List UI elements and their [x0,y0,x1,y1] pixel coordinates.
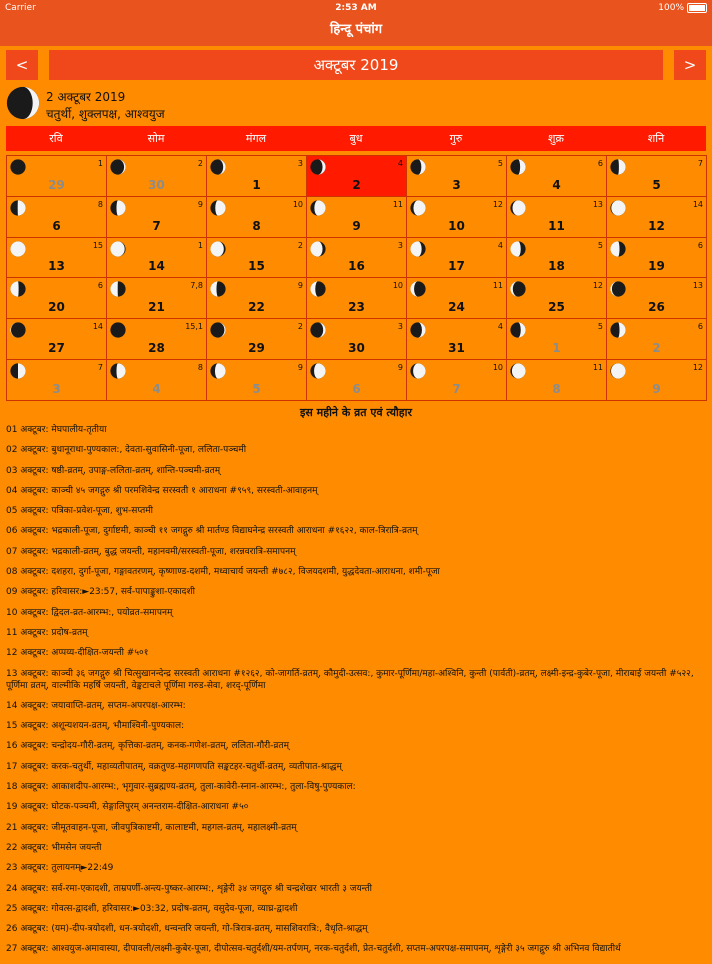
day-number: 2 [652,341,661,356]
tithi-number: 12 [592,281,603,291]
moon-phase-icon [10,363,26,379]
tithi-number: 7 [697,159,703,168]
festival-item: 19 अक्टूबर: घोटक-पञ्चमी, सेङ्गालिपुरम् अनन्तराम-दीक्षित-आराधना #५० [6,802,249,813]
moon-phase-icon [110,159,126,175]
festival-item: 18 अक्टूबर: आकाशदीप-आरम्भ:, भृगुवार-सुब्रह्मण्य-व्रतम्, तुला-कावेरी-स्नान-आरम्भ:, तुला-विषु-पुण्यकाल: [6,782,356,793]
moon-phase-icon [510,159,526,175]
festival-item: 15 अक्टूबर: अशून्यशयन-व्रतम्, भौमाश्विनी-पुण्यकाल: [6,721,185,732]
weekday-label: सोम [147,132,165,145]
tithi-number: 4 [497,240,503,250]
day-number: 3 [52,381,61,396]
day-number: 29 [48,177,65,192]
tithi-number: 6 [697,240,703,250]
festivals-title: इस महीने के व्रत एवं त्यौहार [300,406,412,419]
weekday-label: गुरु [449,132,463,145]
tithi-number: 12 [492,199,503,209]
festival-item: 06 अक्टूबर: भद्रकाली-पूजा, दुर्गाष्टमी, काञ्ची ११ जगद्गुरु श्री मार्तण्ड विद्याघनेन्द्र सरस्वती आराधना #१६२२, काल-त्रिरात्रि-व्रतम् [6,526,418,537]
day-number: 8 [552,381,561,396]
tithi-number: 9 [397,363,403,373]
festival-item: 08 अक्टूबर: दशहरा, दुर्गा-पूजा, गङ्गावतरणम्, कृष्णाण्ड-दशमी, मध्वाचार्य जयन्ती #७८२, विजयदशमी, युद्धदेवता-आराधना, शमी-पूजा [6,567,440,578]
festival-item: 26 अक्टूबर: (यम)-दीप-त्रयोदशी, धन-त्रयोदशी, धन्वन्तरि जयन्ती, गो-त्रिरात्र-व्रतम्, मासशिवरात्रि:, वैधृति-श्राद्धम् [6,924,368,935]
festival-item: 21 अक्टूबर: जीमूतवाहन-पूजा, जीवपुत्रिकाष्टमी, कालाष्टमी, महगल-व्रतम्, महालक्ष्मी-व्रतम् [6,822,297,833]
moon-phase-icon [110,241,126,257]
moon-phase-icon [410,200,426,216]
day-number: 6 [352,381,361,396]
calendar-day-cell[interactable] [207,278,307,319]
moon-phase-icon [610,241,626,257]
festival-item: 16 अक्टूबर: चन्द्रोदय-गौरी-व्रतम्, कृत्तिका-व्रतम्, कनक-गणेश-व्रतम्, ललिता-गौरी-व्रतम् [6,741,289,752]
moon-phase-icon [410,281,426,297]
tithi-number: 8 [97,199,103,209]
tithi-number: 12 [692,363,703,373]
tithi-number: 13 [592,199,603,209]
calendar-day-cell[interactable] [407,319,507,360]
festival-item: 12 अक्टूबर: अप्पय्य-दीक्षित-जयन्ती #५०१ [6,648,149,659]
moon-phase-icon [410,241,426,257]
tithi-number: 11 [392,199,403,209]
moon-phase-icon [310,322,326,338]
day-number: 2 [352,177,361,192]
calendar-day-cell[interactable] [607,238,707,279]
moon-phase-icon [10,159,26,175]
day-number: 18 [548,259,565,274]
moon-phase-icon [310,159,326,175]
day-number: 11 [548,218,565,233]
calendar-day-cell[interactable] [407,197,507,238]
calendar-day-cell[interactable] [107,197,207,238]
tithi-number: 5 [497,159,503,168]
tithi-number: 6 [697,322,703,332]
moon-phase-icon [10,200,26,216]
moon-phase-icon [510,281,526,297]
calendar-day-cell[interactable] [307,360,407,401]
festival-item: 23 अक्टूबर: तुलायनम्►22:49 [6,863,114,874]
day-number: 26 [648,300,665,315]
day-number: 8 [252,218,261,233]
tithi-number: 2 [297,240,303,250]
festival-item: 05 अक्टूबर: पत्रिका-प्रवेश-पूजा, शुभ-सप्तमी [6,506,153,517]
day-number: 12 [648,218,665,233]
moon-phase-icon [610,200,626,216]
day-number: 9 [352,218,361,233]
calendar-day-cell[interactable] [607,360,707,401]
day-number: 4 [552,177,561,192]
moon-phase-icon [310,241,326,257]
selected-date: 2 अक्टूबर 2019 [46,90,126,104]
day-number: 13 [48,259,65,274]
moon-phase-icon [10,241,26,257]
day-number: 29 [248,341,265,356]
day-number: 30 [348,341,365,356]
calendar-day-cell[interactable] [507,360,607,401]
moon-phase-icon [210,322,226,338]
day-number: 31 [448,341,465,356]
moon-phase-icon [510,200,526,216]
tithi-number: 10 [392,281,403,291]
day-number: 28 [148,341,165,356]
day-number: 1 [252,177,261,192]
day-number: 17 [448,259,465,274]
moon-phase-icon [110,281,126,297]
calendar-day-cell[interactable] [7,197,107,238]
calendar-day-cell[interactable] [107,156,207,197]
day-number: 3 [452,177,461,192]
festival-item: 24 अक्टूबर: सर्व-रमा-एकादशी, ताम्रपर्णी-अन्त्य-पुष्कर-आरम्भ:, शृङ्गेरी ३४ जगद्गुरु श्री चन्द्रशेखर भारती ३ जयन्ती [6,883,372,894]
weekday-header [6,126,706,151]
moon-phase-icon [6,86,40,120]
calendar-day-cell[interactable] [407,238,507,279]
calendar-day-cell[interactable] [7,360,107,401]
calendar-grid [6,155,707,401]
festival-item: 14 अक्टूबर: जयावाप्ति-व्रतम्, सप्तम-अपरपक्ष-आरम्भ: [6,700,186,711]
day-number: 15 [248,259,265,274]
weekday-label: बुध [349,132,363,145]
festival-item: 11 अक्टूबर: प्रदोष-व्रतम् [6,627,88,638]
day-number: 7 [452,381,461,396]
festival-item: 01 अक्टूबर: मेघपालीय-तृतीया [6,425,107,435]
status-time: 2:53 AM [335,3,377,13]
calendar-day-cell[interactable] [507,238,607,279]
day-number: 23 [348,300,365,315]
day-number: 5 [652,177,661,192]
moon-phase-icon [110,200,126,216]
moon-phase-icon [210,159,226,175]
moon-phase-icon [410,322,426,338]
calendar-day-cell[interactable] [607,156,707,197]
moon-phase-icon [510,241,526,257]
day-number: 20 [48,300,65,315]
tithi-number: 5 [597,322,603,332]
calendar-day-cell[interactable] [7,278,107,319]
next-month-button[interactable]: > [674,50,706,80]
moon-phase-icon [610,322,626,338]
tithi-number: 15,1 [185,322,203,332]
day-number: 19 [648,259,665,274]
moon-phase-icon [210,241,226,257]
weekday-label: शुक्र [548,132,564,145]
calendar-day-cell[interactable] [207,197,307,238]
moon-phase-icon [310,363,326,379]
moon-phase-icon [610,363,626,379]
tithi-number: 3 [397,240,403,250]
calendar-day-cell[interactable] [507,319,607,360]
calendar-day-cell[interactable] [307,238,407,279]
calendar-day-cell[interactable] [407,156,507,197]
calendar-day-cell[interactable] [7,156,107,197]
calendar-day-cell[interactable] [207,360,307,401]
day-number: 14 [148,259,165,274]
day-number: 22 [248,300,265,315]
moon-phase-icon [310,281,326,297]
day-number: 10 [448,218,465,233]
day-number: 6 [52,218,61,233]
status-bar [0,0,712,16]
calendar-day-cell[interactable] [107,319,207,360]
day-number: 30 [148,177,165,192]
moon-phase-icon [510,363,526,379]
app-title: हिन्दू पंचांग [0,16,712,46]
calendar-day-cell[interactable] [107,278,207,319]
festival-item: 03 अक्टूबर: षष्ठी-व्रतम्, उपाङ्ग-ललिता-व्रतम्, शान्ति-पञ्चमी-व्रतम् [6,465,221,476]
tithi-number: 10 [492,363,503,373]
moon-phase-icon [210,200,226,216]
month-title: अक्टूबर 2019 [49,50,663,80]
moon-phase-icon [610,159,626,175]
calendar-day-cell[interactable] [307,197,407,238]
selected-tithi: चतुर्थी, शुक्लपक्ष, आश्वयुज [46,107,165,121]
carrier-label: Carrier [5,3,36,13]
day-number: 5 [252,381,261,396]
tithi-number: 14 [92,322,103,332]
moon-phase-icon [10,281,26,297]
tithi-number: 6 [97,281,103,291]
tithi-number: 13 [692,281,703,291]
tithi-number: 2 [297,322,303,332]
calendar-day-cell[interactable] [607,278,707,319]
tithi-number: 9 [197,199,203,209]
prev-month-button[interactable]: < [6,50,38,80]
tithi-number: 7,8 [190,281,203,291]
day-number: 24 [448,300,465,315]
day-number: 1 [552,341,561,356]
tithi-number: 7 [97,363,103,373]
calendar-day-cell[interactable] [107,360,207,401]
calendar-day-cell[interactable] [507,156,607,197]
festival-item: 07 अक्टूबर: भद्रकाली-व्रतम्, बुद्ध जयन्ती, महानवमी/सरस्वती-पूजा, शरन्नवरात्रि-समापनम् [6,546,296,557]
calendar-day-cell[interactable] [507,197,607,238]
festival-item: 09 अक्टूबर: हरिवासर:►23:57, सर्व-पापाङ्कुशा-एकादशी [6,587,195,598]
selected-day-info [6,86,506,122]
moon-phase-icon [210,363,226,379]
month-navigation [6,50,706,80]
moon-phase-icon [610,281,626,297]
calendar-day-cell[interactable] [307,156,407,197]
calendar-day-cell[interactable] [7,238,107,279]
calendar-day-cell[interactable] [507,278,607,319]
day-number: 4 [152,381,161,396]
moon-phase-icon [110,363,126,379]
day-number: 27 [48,341,65,356]
day-number: 9 [652,381,661,396]
tithi-number: 14 [692,199,703,209]
calendar-day-cell[interactable] [207,319,307,360]
weekday-label: मंगल [245,132,267,145]
tithi-number: 5 [597,240,603,250]
tithi-number: 9 [297,363,303,373]
calendar-day-cell[interactable] [607,319,707,360]
festival-item: 13 अक्टूबर: काञ्ची ३६ जगद्गुरु श्री चित्सुखानन्देन्द्र सरस्वती आराधना #१२६२, को-जागर्ति-व्रतम्, कौमुदी-उत्सव:, कुमार-पूर्णिमा/महा-अश्विनि, कुन्ती (पार्वती)-व्रतम्, लक्ष्मी-इन्द्र-कुबेर-पूजा, मीराबाई जयन्ती #५२२, पूर्णिमा व्रतम्, वाल्मीकि महर्षि जयन्ती, वेङ्कटाचले पूर्णिमा गरुड-सेवा, शरद्-पूर्णिमा [6,668,694,691]
day-number: 16 [348,259,365,274]
festival-item: 17 अक्टूबर: करक-चतुर्थी, महाव्यतीपातम्, वक्रतुण्ड-महागणपति सङ्कटहर-चतुर्थी-व्रतम्, व्यतीपात-श्राद्धम् [6,761,342,772]
tithi-number: 3 [297,159,303,168]
tithi-number: 8 [197,363,203,373]
tithi-number: 9 [297,281,303,291]
festival-item: 27 अक्टूबर: आश्वयुज-अमावास्या, दीपावली/लक्ष्मी-कुबेर-पूजा, दीपोत्सव-चतुर्दशी/यम-तर्पणम्, नरक-चतुर्दशी, प्रेत-चतुर्दशी, सप्तम-अपरपक्ष-समापनम्, शृङ्गेरी ३५ जगद्गुरु श्री अभिनव विद्यातीर्थ [6,944,621,955]
tithi-number: 11 [592,363,603,373]
festival-item: 10 अक्टूबर: द्विदल-व्रत-आरम्भ:, पयोव्रत-समापनम् [6,607,173,618]
moon-phase-icon [110,322,126,338]
calendar-day-cell[interactable] [207,238,307,279]
festival-list [6,424,706,964]
tithi-number: 11 [492,281,503,291]
day-number: 25 [548,300,565,315]
moon-phase-icon [510,322,526,338]
tithi-number: 1 [97,159,103,168]
moon-phase-icon [210,281,226,297]
tithi-number: 15 [92,240,103,250]
tithi-number: 6 [597,159,603,168]
day-number: 21 [148,300,165,315]
moon-phase-icon [310,200,326,216]
moon-phase-icon [410,363,426,379]
calendar-day-cell[interactable] [407,360,507,401]
festival-item: 22 अक्टूबर: भीमसेन जयन्ती [6,842,102,853]
moon-phase-icon [410,159,426,175]
weekday-label: रवि [49,132,63,145]
battery-percent: 100% [658,3,684,13]
calendar-day-cell[interactable] [607,197,707,238]
calendar-day-cell[interactable] [307,319,407,360]
calendar-day-cell[interactable] [7,319,107,360]
tithi-number: 1 [197,240,203,250]
festival-item: 04 अक्टूबर: काञ्ची ४५ जगद्गुरु श्री परमशिवेन्द्र सरस्वती १ आराधना #९५९, सरस्वती-आवाहनम् [6,485,318,496]
calendar-day-cell[interactable] [207,156,307,197]
tithi-number: 4 [497,322,503,332]
battery-icon [687,3,707,13]
day-number: 7 [152,218,161,233]
calendar-day-cell[interactable] [407,278,507,319]
calendar-day-cell[interactable] [307,278,407,319]
tithi-number: 10 [292,199,303,209]
tithi-number: 2 [197,159,203,168]
moon-phase-icon [10,322,26,338]
tithi-number: 4 [397,159,403,168]
festival-item: 02 अक्टूबर: बुधानूराधा-पुण्यकाल:, देवता-सुवासिनी-पूजा, ललिता-पञ्चमी [6,445,247,456]
festival-item: 25 अक्टूबर: गोवत्स-द्वादशी, हरिवासर:►03:32, प्रदोष-व्रतम्, वसुदेव-पूजा, व्याघ्र-द्वादशी [6,903,298,914]
calendar-day-cell[interactable] [107,238,207,279]
tithi-number: 3 [397,322,403,332]
weekday-label: शनि [647,132,665,145]
